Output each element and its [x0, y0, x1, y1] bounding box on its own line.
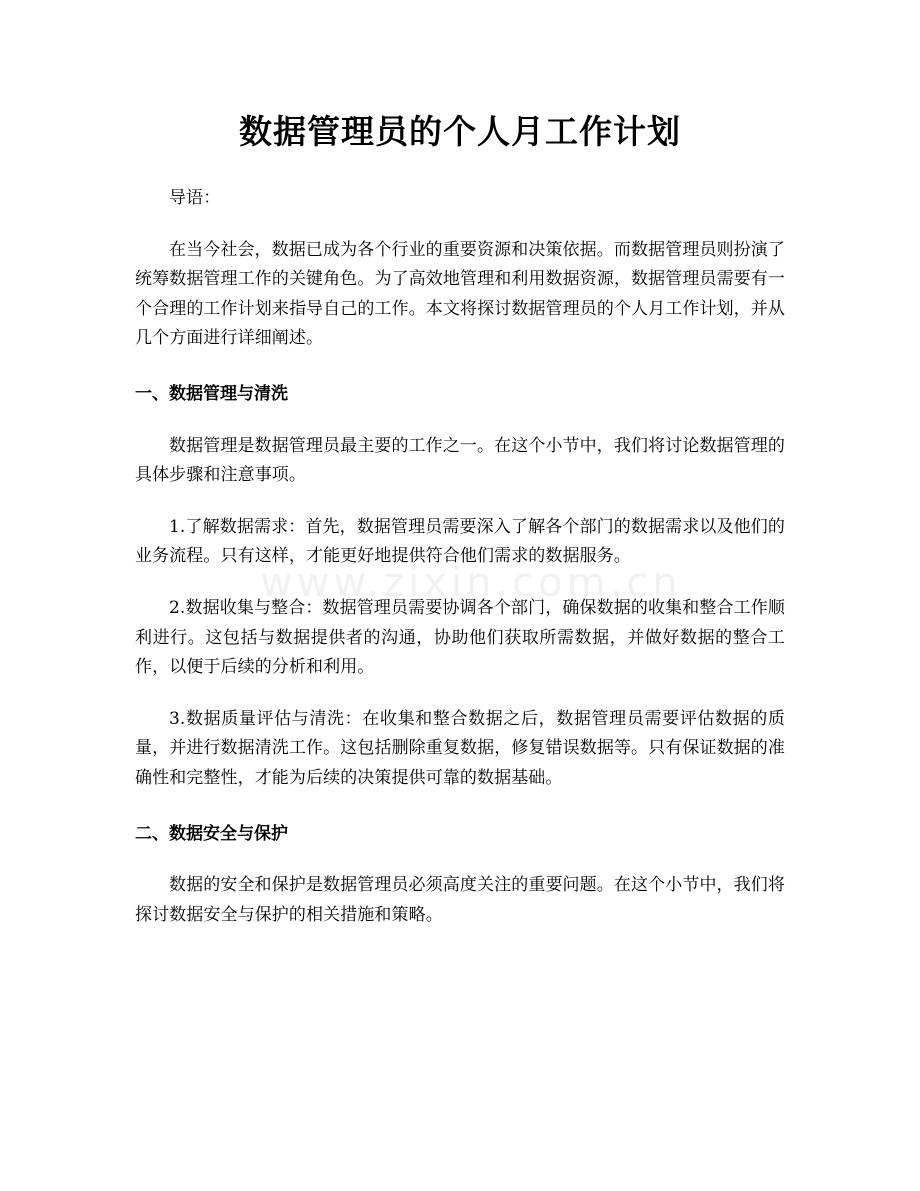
section-heading-data-security: 二、数据安全与保护 [135, 823, 288, 844]
section2-intro-paragraph: 数据的安全和保护是数据管理员必须高度关注的重要问题。在这个小节中，我们将探讨数据安全与保护的相关措施和策略。 [135, 875, 785, 925]
watermark: www.zixin.com.cn [260, 560, 682, 606]
list-item-data-quality: 3.数据质量评估与清洗：在收集和整合数据之后，数据管理员需要评估数据的质量，并进行数据清洗工作。这包括删除重复数据，修复错误数据等。只有保证数据的准确性和完整性，才能为后续的决策提供可靠的数据基础。 [135, 708, 785, 788]
list-item-data-collection: 2.数据收集与整合：数据管理员需要协调各个部门，确保数据的收集和整合工作顺利进行。这包括与数据提供者的沟通，协助他们获取所需数据，并做好数据的整合工作，以便于后续的分析和利用。 [135, 597, 785, 678]
list-item-data-requirements: 1.了解数据需求：首先，数据管理员需要深入了解各个部门的数据需求以及他们的业务流程。只有这样，才能更好地提供符合他们需求的数据服务。 [135, 516, 785, 567]
section1-intro-paragraph: 数据管理是数据管理员最主要的工作之一。在这个小节中，我们将讨论数据管理的具体步骤和注意事项。 [135, 435, 785, 486]
document-body [135, 184, 785, 930]
intro-label: 导语： [169, 188, 221, 208]
intro-paragraph: 在当今社会，数据已成为各个行业的重要资源和决策依据。而数据管理员则扮演了统筹数据管理工作的关键角色。为了高效地管理和利用数据资源，数据管理员需要有一个合理的工作计划来指导自己的工作。本文将探讨数据管理员的个人月工作计划，并从几个方面进行详细阐述。 [135, 239, 785, 349]
section-heading-data-management: 一、数据管理与清洗 [135, 383, 288, 404]
page-title: 数据管理员的个人月工作计划 [239, 112, 681, 151]
